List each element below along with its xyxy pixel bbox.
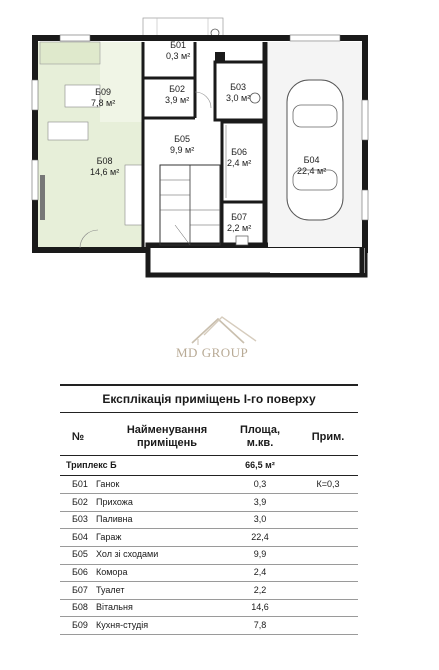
- row-code: Б07: [72, 584, 88, 595]
- group-name: Триплекс Б: [66, 460, 117, 470]
- row-name: Прихожа: [96, 496, 133, 507]
- room-area: 0,3 м²: [166, 51, 191, 61]
- room-label-b03: [226, 82, 250, 104]
- row-name: Паливна: [96, 514, 133, 525]
- col-header-name: Найменування приміщень: [126, 424, 208, 449]
- row-code: Б03: [72, 514, 88, 525]
- floor-plan: [0, 0, 439, 300]
- room-code: Б07: [231, 212, 248, 222]
- room-label-b09: [91, 87, 115, 109]
- row-area: 9,9: [253, 549, 267, 560]
- room-code: Б08: [96, 156, 113, 166]
- room-label-b08: [90, 156, 119, 178]
- room-area: 7,8 м²: [91, 98, 116, 108]
- row-area: 22,4: [251, 531, 269, 542]
- room-area: 3,0 м²: [226, 93, 251, 103]
- floor-plan-drawing: [0, 0, 439, 300]
- room-area: 2,2 м²: [227, 223, 252, 233]
- row-code: Б09: [72, 619, 88, 630]
- row-name: Вітальня: [96, 602, 133, 613]
- table-title: Експлікація приміщень І-го поверху: [102, 392, 316, 406]
- room-code: Б02: [169, 84, 186, 94]
- table-rule: [60, 634, 358, 635]
- room-area: 2,4 м²: [227, 158, 252, 168]
- row-code: Б06: [72, 567, 88, 577]
- table-rule: [60, 412, 358, 413]
- row-code: Б04: [72, 531, 88, 542]
- room-label-b01: [166, 40, 190, 62]
- room-label-b04: [297, 155, 326, 177]
- row-name: Ганок: [96, 479, 120, 489]
- row-code: Б01: [72, 479, 88, 489]
- room-code: Б03: [230, 82, 247, 92]
- room-label-b05: [170, 134, 194, 156]
- row-area: 3,9: [253, 496, 267, 507]
- room-code: Б04: [303, 155, 320, 165]
- row-name: Комора: [96, 567, 128, 577]
- row-name: Гараж: [96, 531, 122, 542]
- row-name: Туалет: [96, 584, 125, 595]
- row-area: 7,8: [253, 619, 267, 630]
- row-area: 2,4: [253, 567, 267, 577]
- row-area: 14,6: [251, 602, 269, 613]
- row-name: Хол зі сходами: [96, 549, 159, 560]
- row-area: 3,0: [253, 514, 267, 525]
- room-label-b02: [165, 84, 189, 106]
- room-code: Б09: [95, 87, 112, 97]
- table-rule: [60, 455, 358, 456]
- company-logo-text: MD GROUP: [176, 345, 249, 360]
- col-header-number: №: [71, 431, 85, 443]
- room-code: Б01: [170, 40, 187, 50]
- row-area: 0,3: [253, 479, 267, 489]
- row-code: Б08: [72, 602, 88, 613]
- room-label-b06: [227, 147, 251, 169]
- col-header-area: Площа, м.кв.: [239, 424, 281, 449]
- room-area: 22,4 м²: [297, 166, 327, 176]
- row-code: Б02: [72, 496, 88, 507]
- room-label-b07: [227, 212, 251, 234]
- col-header-note: Прим.: [311, 431, 345, 443]
- room-code: Б06: [231, 147, 248, 157]
- room-code: Б05: [174, 134, 191, 144]
- room-area: 3,9 м²: [165, 95, 190, 105]
- room-area: 14,6 м²: [90, 167, 120, 177]
- room-area: 9,9 м²: [170, 145, 195, 155]
- row-name: Кухня-студія: [96, 619, 149, 630]
- row-note: К=0,3: [316, 479, 340, 489]
- row-code: Б05: [72, 549, 88, 560]
- table-top-rule: [60, 384, 358, 386]
- group-area: 66,5 м²: [245, 460, 275, 470]
- row-area: 2,2: [253, 584, 267, 595]
